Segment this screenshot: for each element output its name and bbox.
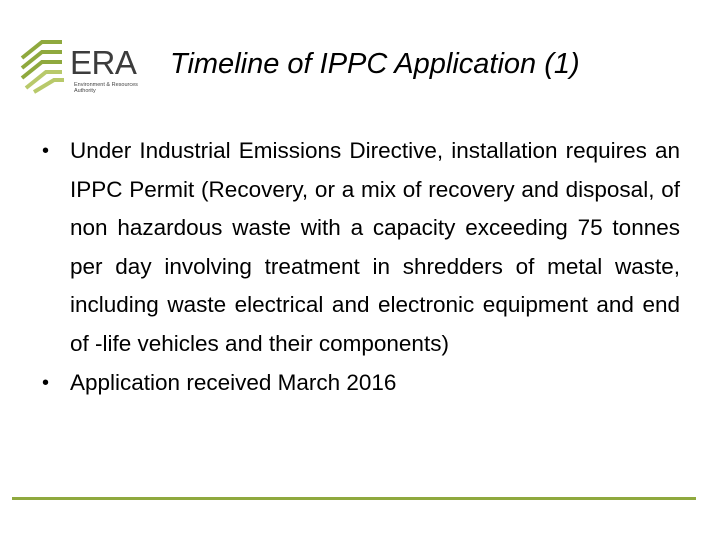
bullet-text: Application received March 2016 bbox=[70, 369, 397, 395]
era-logo bbox=[18, 36, 148, 96]
logo-subtitle-line1: Environment & Resources bbox=[74, 82, 138, 88]
bullet-item bbox=[40, 364, 680, 403]
bullet-item bbox=[40, 132, 680, 364]
bullet-list bbox=[40, 132, 680, 402]
logo-wordmark: ERA bbox=[70, 44, 137, 81]
bullet-marker: • bbox=[42, 140, 50, 162]
bullet-marker: • bbox=[42, 371, 50, 394]
era-chevron-logo-icon bbox=[18, 36, 78, 96]
logo-subtitle-line2: Authority bbox=[74, 88, 96, 94]
bullet-text: Under Industrial Emissions Directive, installation requires an IPPC Permit (Recovery, or a mix of recovery and disposal, of non hazardous waste with a capacity exceeding 75 tonnes per day involving treatment in shredders of metal waste, including waste electrical and electronic equipment and end of -life vehicles and their components) bbox=[70, 138, 680, 356]
slide-title: Timeline of IPPC Application (1) bbox=[170, 48, 580, 80]
logo-subtitle bbox=[74, 82, 154, 94]
footer-divider bbox=[12, 497, 696, 500]
